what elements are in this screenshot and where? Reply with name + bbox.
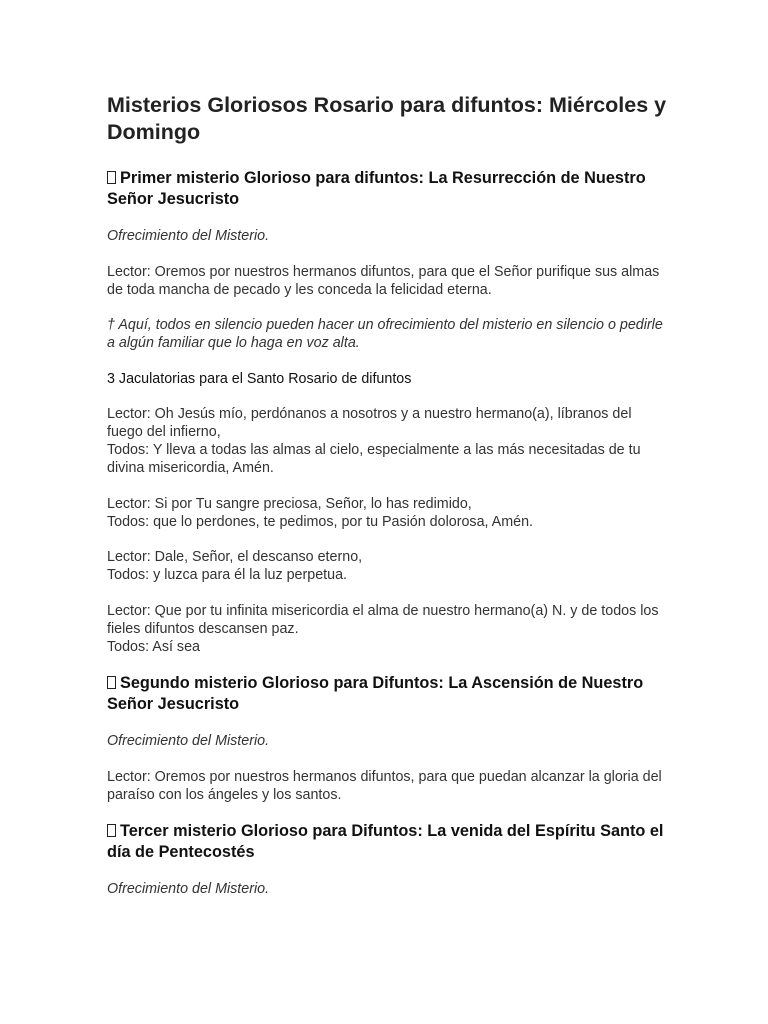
jaculatoria-1-todos: Todos: Y lleva a todas las almas al cielo, especialmente a las más necesitadas de tu divina misericordia, Amén. [107, 442, 641, 476]
jaculatorias-title: 3 Jaculatorias para el Santo Rosario de difuntos [107, 370, 412, 387]
first-mystery-heading-text: Primer misterio Glorioso para difuntos: La Resurrección de Nuestro Señor Jesucristo [107, 169, 646, 208]
document-page [107, 92, 667, 916]
jaculatoria-3 [107, 548, 667, 584]
third-mystery-heading [107, 821, 667, 863]
jaculatoria-4-todos: Todos: Así sea [107, 638, 200, 655]
jaculatoria-2-lector: Lector: Si por Tu sangre preciosa, Señor, lo has redimido, [107, 495, 472, 512]
silence-note: † Aquí, todos en silencio pueden hacer un ofrecimiento del misterio en silencio o pedirle a algún familiar que lo haga en voz alta. [107, 317, 663, 351]
jaculatoria-4 [107, 602, 667, 656]
jaculatoria-1-lector: Lector: Oh Jesús mío, perdónanos a nosotros y a nuestro hermano(a), líbranos del fuego del infierno, [107, 406, 632, 440]
first-offering: Ofrecimiento del Misterio. [107, 228, 270, 244]
first-lector-prayer: Lector: Oremos por nuestros hermanos difuntos, para que el Señor purifique sus almas de toda mancha de pecado y les conceda la felicidad eterna. [107, 263, 660, 298]
page-title: Misterios Gloriosos Rosario para difuntos: Miércoles y Domingo [107, 93, 667, 144]
missing-glyph-icon [107, 171, 116, 184]
jaculatoria-2 [107, 495, 667, 531]
jaculatoria-4-lector: Lector: Que por tu infinita misericordia el alma de nuestro hermano(a) N. y de todos los fieles difuntos descansen paz. [107, 602, 659, 637]
first-mystery-heading [107, 168, 667, 210]
third-mystery-heading-text: Tercer misterio Glorioso para Difuntos: La venida del Espíritu Santo el día de Pentecostés [107, 822, 664, 861]
missing-glyph-icon [107, 676, 116, 689]
jaculatoria-2-todos: Todos: que lo perdones, te pedimos, por tu Pasión dolorosa, Amén. [107, 513, 533, 530]
second-mystery-heading [107, 673, 667, 715]
second-lector-prayer: Lector: Oremos por nuestros hermanos difuntos, para que puedan alcanzar la gloria del paraíso con los ángeles y los santos. [107, 768, 662, 803]
second-mystery-heading-text: Segundo misterio Glorioso para Difuntos: La Ascensión de Nuestro Señor Jesucristo [107, 674, 644, 713]
jaculatoria-3-todos: Todos: y luzca para él la luz perpetua. [107, 567, 348, 583]
missing-glyph-icon [107, 824, 116, 837]
third-offering: Ofrecimiento del Misterio. [107, 881, 270, 897]
jaculatoria-3-lector: Lector: Dale, Señor, el descanso eterno, [107, 549, 363, 565]
jaculatoria-1 [107, 405, 667, 477]
second-offering: Ofrecimiento del Misterio. [107, 733, 270, 749]
